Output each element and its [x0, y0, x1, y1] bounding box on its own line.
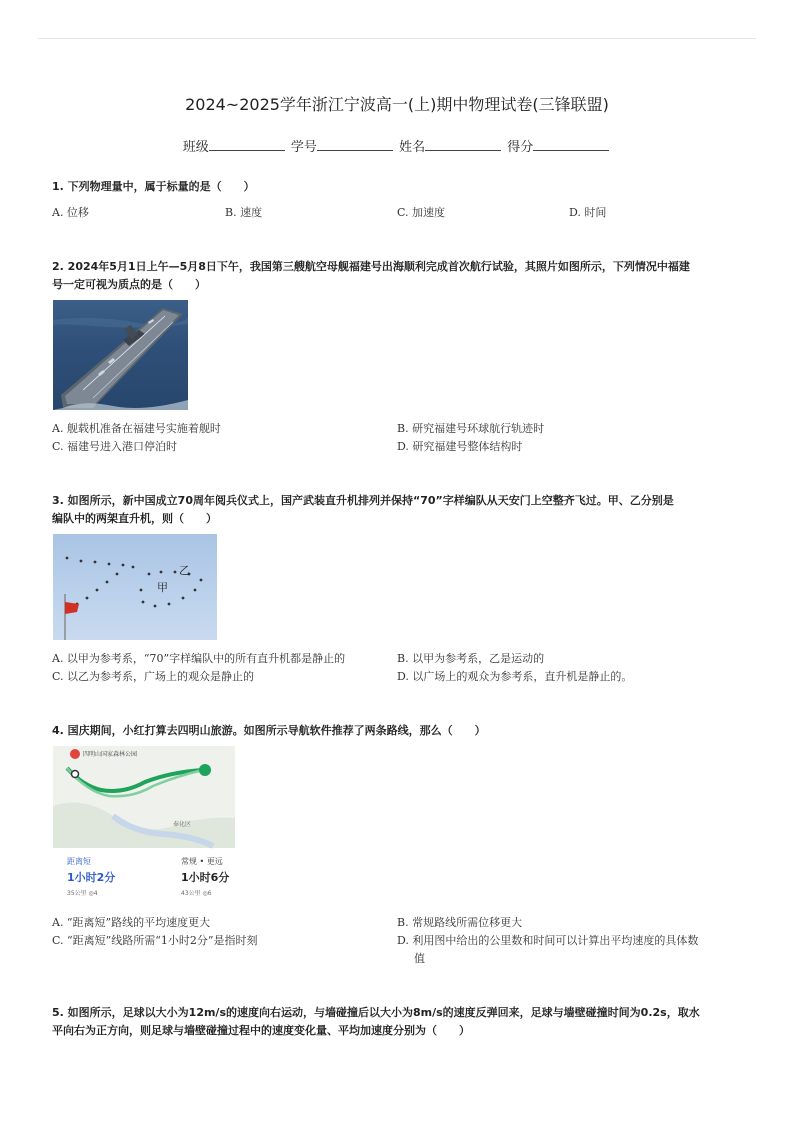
- map-place-label: 四明山国家森林公园: [83, 751, 138, 758]
- question-5-text: [52, 1004, 742, 1040]
- question-4-text: 4. 国庆期间，小红打算去四明山旅游。如图所示导航软件推荐了两条路线，那么（ ）: [52, 724, 486, 737]
- navigation-map-screenshot: [53, 746, 235, 902]
- q2-option-a[interactable]: A. 舰载机准备在福建号实施着舰时: [52, 422, 221, 435]
- q4-option-d-continued: 值: [414, 952, 425, 965]
- question-3-line-2: 编队中的两架直升机，则（ ）: [52, 512, 217, 525]
- q1-option-b[interactable]: B. 速度: [225, 206, 263, 219]
- page-title: 2024~2025学年浙江宁波高一(上)期中物理试卷(三锋联盟): [185, 95, 609, 114]
- q4-option-c[interactable]: C. “距离短”线路所需“1小时2分”是指时刻: [52, 934, 258, 947]
- aircraft-carrier-photo: [53, 300, 188, 410]
- q3-option-d[interactable]: D. 以广场上的观众为参考系，直升机是静止的。: [397, 670, 633, 683]
- route2-detail: 43公里 ◎6: [181, 890, 212, 897]
- q4-option-b[interactable]: B. 常规路线所需位移更大: [397, 916, 523, 929]
- map-town-label: 奉化区: [173, 821, 192, 828]
- name-blank[interactable]: [425, 138, 501, 151]
- info-label-name: 姓名: [399, 140, 426, 155]
- student-info-line: [0, 136, 794, 155]
- route2-time[interactable]: 1小时6分: [181, 871, 230, 884]
- class-blank[interactable]: [209, 138, 285, 151]
- route1-tag[interactable]: 距离短: [67, 857, 91, 866]
- helicopter-formation-photo: [53, 534, 217, 640]
- score-blank[interactable]: [533, 138, 609, 151]
- q1-option-d[interactable]: D. 时间: [569, 206, 607, 219]
- info-label-class: 班级: [182, 140, 209, 155]
- info-label-score: 得分: [507, 140, 534, 155]
- q1-option-a[interactable]: A. 位移: [52, 206, 89, 219]
- q3-option-a[interactable]: A. 以甲为参考系，“70”字样编队中的所有直升机都是静止的: [52, 652, 346, 665]
- q3-option-c[interactable]: C. 以乙为参考系，广场上的观众是静止的: [52, 670, 255, 683]
- question-2-line-1: 2. 2024年5月1日上午—5月8日下午，我国第三艘航空母舰福建号出海顺利完成首次航行试验，其照片如图所示，下列情况中福建: [52, 260, 690, 273]
- q3-option-b[interactable]: B. 以甲为参考系，乙是运动的: [397, 652, 545, 665]
- question-5-line-2: 平向右为正方向，则足球与墙壁碰撞过程中的速度变化量、平均加速度分别为（ ）: [52, 1024, 470, 1037]
- q2-option-d[interactable]: D. 研究福建号整体结构时: [397, 440, 523, 453]
- label-yi: 乙: [179, 564, 190, 577]
- route2-tag[interactable]: 常规 • 更远: [181, 857, 223, 866]
- question-2-line-2: 号一定可视为质点的是（ ）: [52, 278, 206, 291]
- carrier-illustration: [53, 300, 188, 410]
- question-1-text: 1. 下列物理量中，属于标量的是（ ）: [52, 180, 255, 193]
- question-3-text: [52, 492, 742, 528]
- route1-detail: 35公里 ◎4: [67, 890, 98, 897]
- info-label-number: 学号: [290, 140, 317, 155]
- map-illustration: [53, 746, 235, 902]
- q2-option-b[interactable]: B. 研究福建号环球航行轨迹时: [397, 422, 545, 435]
- number-blank[interactable]: [317, 138, 393, 151]
- question-3-line-1: 3. 如图所示，新中国成立70周年阅兵仪式上，国产武装直升机排列并保持“70”字样编队从天安门上空整齐飞过。甲、乙分别是: [52, 494, 674, 507]
- label-jia: 甲: [157, 581, 168, 594]
- route1-time[interactable]: 1小时2分: [67, 871, 116, 884]
- formation-illustration: [53, 534, 217, 640]
- question-2-text: [52, 258, 742, 294]
- q1-option-c[interactable]: C. 加速度: [397, 206, 446, 219]
- q4-option-d[interactable]: D. 利用图中给出的公里数和时间可以计算出平均速度的具体数: [397, 934, 699, 947]
- top-divider: [38, 38, 756, 39]
- q2-option-c[interactable]: C. 福建号进入港口停泊时: [52, 440, 178, 453]
- question-5-line-1: 5. 如图所示，足球以大小为12m/s的速度向右运动，与墙碰撞后以大小为8m/s的速度反弹回来，足球与墙壁碰撞时间为0.2s，取水: [52, 1006, 700, 1019]
- q4-option-a[interactable]: A. “距离短”路线的平均速度更大: [52, 916, 211, 929]
